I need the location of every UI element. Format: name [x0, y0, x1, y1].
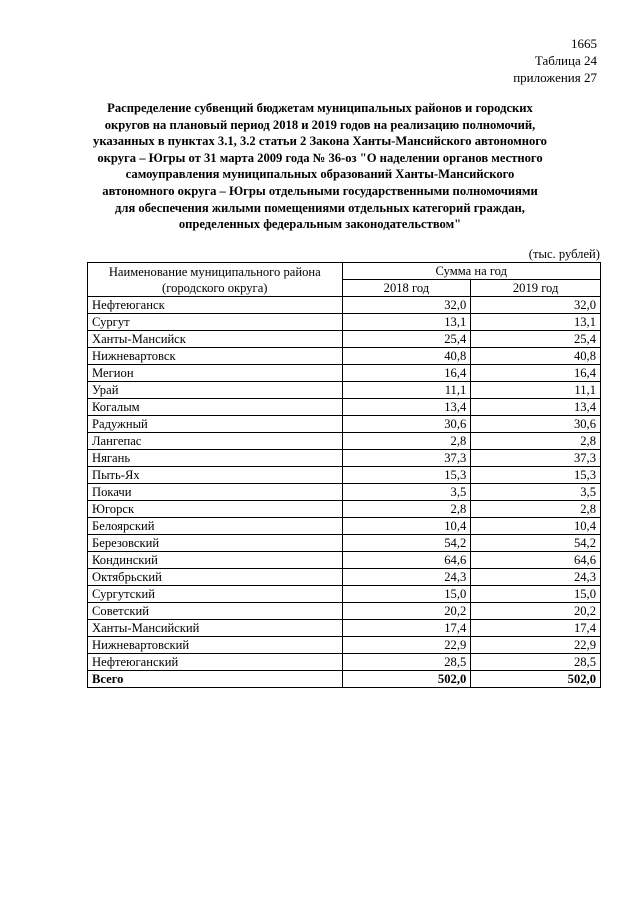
row-name: Мегион — [88, 365, 343, 382]
row-value-2019: 25,4 — [471, 331, 601, 348]
row-value-2019: 22,9 — [471, 637, 601, 654]
row-value-2018: 15,3 — [342, 467, 471, 484]
row-value-2018: 16,4 — [342, 365, 471, 382]
row-value-2019: 10,4 — [471, 518, 601, 535]
row-value-2019: 13,4 — [471, 399, 601, 416]
header-2019: 2019 год — [471, 280, 601, 297]
header-2018: 2018 год — [342, 280, 471, 297]
total-row — [88, 671, 601, 688]
table-reference-line: приложения 27 — [513, 70, 597, 85]
table-row — [88, 603, 601, 620]
row-name: Нефтеюганский — [88, 654, 343, 671]
row-name: Пыть-Ях — [88, 467, 343, 484]
row-name: Ханты-Мансийск — [88, 331, 343, 348]
table-row — [88, 382, 601, 399]
row-value-2018: 17,4 — [342, 620, 471, 637]
row-name: Покачи — [88, 484, 343, 501]
table-row — [88, 399, 601, 416]
total-value-2018: 502,0 — [342, 671, 471, 688]
row-value-2018: 25,4 — [342, 331, 471, 348]
row-name: Березовский — [88, 535, 343, 552]
table-row — [88, 501, 601, 518]
row-value-2019: 3,5 — [471, 484, 601, 501]
row-name: Нефтеюганск — [88, 297, 343, 314]
table-header-row — [88, 263, 601, 280]
row-name: Радужный — [88, 416, 343, 433]
row-value-2018: 30,6 — [342, 416, 471, 433]
row-value-2019: 20,2 — [471, 603, 601, 620]
row-value-2018: 40,8 — [342, 348, 471, 365]
table-row — [88, 348, 601, 365]
row-value-2018: 2,8 — [342, 501, 471, 518]
table-row — [88, 297, 601, 314]
table-row — [88, 450, 601, 467]
row-value-2018: 32,0 — [342, 297, 471, 314]
row-name: Октябрьский — [88, 569, 343, 586]
row-name: Кондинский — [88, 552, 343, 569]
row-name: Ханты-Мансийский — [88, 620, 343, 637]
row-value-2019: 32,0 — [471, 297, 601, 314]
table-row — [88, 569, 601, 586]
subvention-table — [87, 262, 601, 688]
table-row — [88, 552, 601, 569]
row-value-2019: 40,8 — [471, 348, 601, 365]
header-sum: Сумма на год — [342, 263, 600, 280]
row-value-2019: 17,4 — [471, 620, 601, 637]
row-name: Сургут — [88, 314, 343, 331]
table-reference — [513, 52, 597, 86]
row-name: Лангепас — [88, 433, 343, 450]
table-row — [88, 331, 601, 348]
total-label: Всего — [88, 671, 343, 688]
row-value-2019: 15,3 — [471, 467, 601, 484]
row-value-2018: 54,2 — [342, 535, 471, 552]
row-name: Сургутский — [88, 586, 343, 603]
table-row — [88, 433, 601, 450]
row-name: Нижневартовский — [88, 637, 343, 654]
header-name: Наименование муниципального района (городского округа) — [88, 263, 343, 297]
table-row — [88, 416, 601, 433]
row-name: Белоярский — [88, 518, 343, 535]
row-value-2018: 22,9 — [342, 637, 471, 654]
row-value-2019: 30,6 — [471, 416, 601, 433]
table-body — [88, 297, 601, 688]
table-row — [88, 637, 601, 654]
row-name: Когалым — [88, 399, 343, 416]
table-row — [88, 620, 601, 637]
table-row — [88, 586, 601, 603]
units-label: (тыс. рублей) — [528, 247, 600, 261]
row-value-2018: 64,6 — [342, 552, 471, 569]
row-value-2018: 37,3 — [342, 450, 471, 467]
row-value-2019: 64,6 — [471, 552, 601, 569]
row-value-2019: 54,2 — [471, 535, 601, 552]
row-value-2018: 13,1 — [342, 314, 471, 331]
table-row — [88, 518, 601, 535]
row-value-2019: 37,3 — [471, 450, 601, 467]
table-row — [88, 467, 601, 484]
row-value-2019: 15,0 — [471, 586, 601, 603]
row-value-2018: 13,4 — [342, 399, 471, 416]
row-name: Нижневартовск — [88, 348, 343, 365]
row-name: Урай — [88, 382, 343, 399]
row-name: Советский — [88, 603, 343, 620]
table-row — [88, 654, 601, 671]
table-reference-line: Таблица 24 — [534, 53, 597, 68]
row-value-2019: 11,1 — [471, 382, 601, 399]
row-value-2018: 28,5 — [342, 654, 471, 671]
row-value-2018: 10,4 — [342, 518, 471, 535]
row-value-2018: 3,5 — [342, 484, 471, 501]
row-value-2019: 28,5 — [471, 654, 601, 671]
row-value-2019: 24,3 — [471, 569, 601, 586]
row-name: Нягань — [88, 450, 343, 467]
row-value-2018: 11,1 — [342, 382, 471, 399]
row-value-2018: 20,2 — [342, 603, 471, 620]
row-value-2019: 2,8 — [471, 501, 601, 518]
row-value-2018: 24,3 — [342, 569, 471, 586]
total-value-2019: 502,0 — [471, 671, 601, 688]
page-number: 1665 — [571, 36, 597, 51]
row-value-2019: 13,1 — [471, 314, 601, 331]
document-title: Распределение субвенций бюджетам муниципальных районов и городских округов на плановый период 2018 и 2019 годов на реализацию полномочий, указанных в пунктах 3.1, 3.2 статьи 2 Закона Ханты-Мансийского автономного округа – Югры от 31 марта 2009 года № 36-оз "О наделении органов местного самоуправления муниципальных образований Ханты-Мансийского автономного округа – Югры отдельными государственными полномочиями для обеспечения жилыми помещениями отдельных категорий граждан, определенных федеральным законодательством" — [93, 101, 547, 232]
row-value-2018: 2,8 — [342, 433, 471, 450]
row-value-2019: 2,8 — [471, 433, 601, 450]
table-row — [88, 484, 601, 501]
table-row — [88, 365, 601, 382]
row-value-2018: 15,0 — [342, 586, 471, 603]
row-value-2019: 16,4 — [471, 365, 601, 382]
row-name: Югорск — [88, 501, 343, 518]
table-row — [88, 314, 601, 331]
table-row — [88, 535, 601, 552]
